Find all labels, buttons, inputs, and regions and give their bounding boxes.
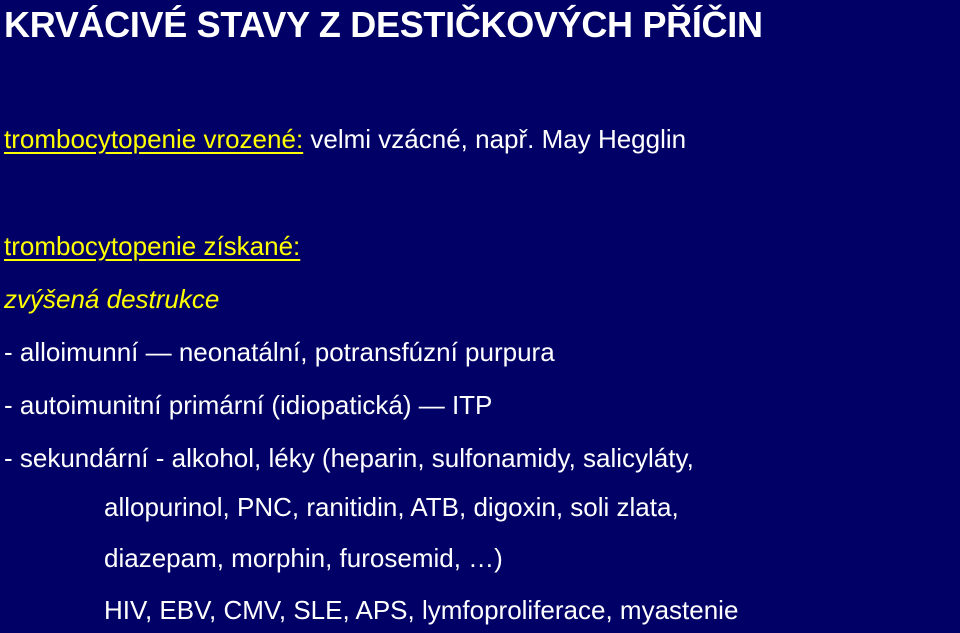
acquired-label: trombocytopenie získané:	[4, 231, 301, 261]
congenital-label: trombocytopenie vrozené:	[4, 124, 304, 154]
acquired-subheading: zvýšená destrukce	[4, 284, 220, 314]
congenital-text: velmi vzácné, např. May Hegglin	[303, 124, 687, 154]
list-item-secondary: - sekundární - alkohol, léky (heparin, sulfonamidy, salicyláty,	[4, 443, 694, 473]
list-item-secondary-cont-2: diazepam, morphin, furosemid, …)	[104, 543, 503, 573]
list-item-infections: HIV, EBV, CMV, SLE, APS, lymfoproliferace, myastenie	[104, 595, 739, 625]
list-item-autoimmune: - autoimunitní primární (idiopatická) — ITP	[4, 390, 493, 420]
list-item-alloimmune: - alloimunní — neonatální, potransfúzní purpura	[4, 337, 555, 367]
congenital-line	[4, 126, 686, 152]
slide-title: KRVÁCIVÉ STAVY Z DESTIČKOVÝCH PŘÍČIN	[4, 4, 763, 45]
list-item-secondary-cont-1: allopurinol, PNC, ranitidin, ATB, digoxin, soli zlata,	[104, 492, 679, 522]
